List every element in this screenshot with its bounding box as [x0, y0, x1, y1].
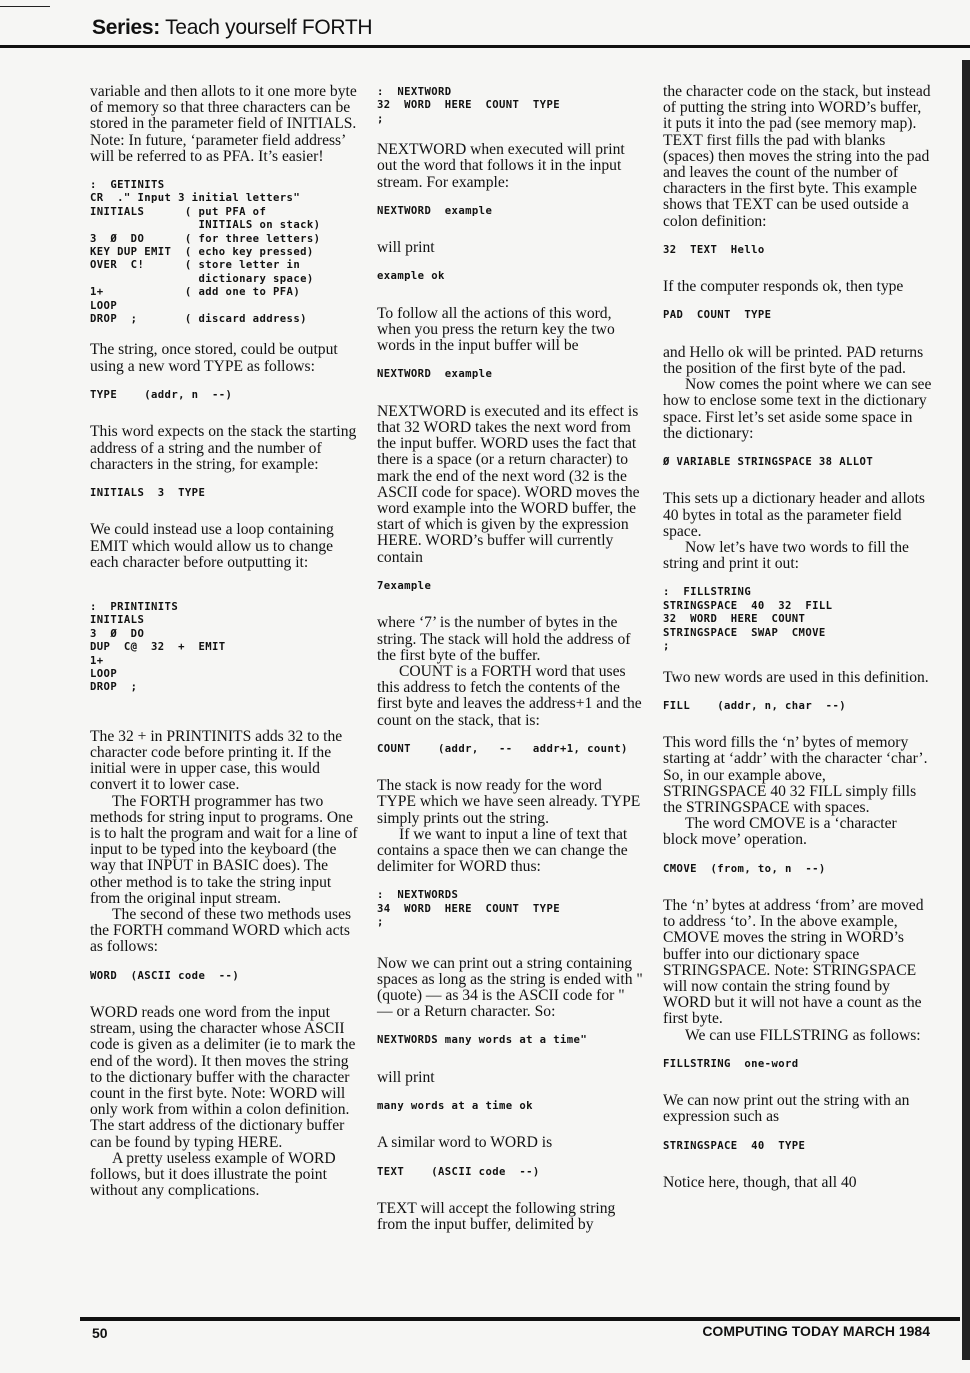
code-pad-count-type: PAD COUNT TYPE: [663, 309, 772, 322]
page-header: [92, 16, 372, 40]
paragraph: We can use FILLSTRING as follows:: [685, 1026, 921, 1044]
code-fillstring-example: FILLSTRING one-word: [663, 1057, 799, 1070]
code-many-words-ok: many words at a time ok: [377, 1099, 533, 1112]
code-cmove-stack: CMOVE (from, to, n --): [663, 862, 826, 875]
code-initials-type: INITIALS 3 TYPE: [90, 486, 206, 499]
column-2: [377, 86, 643, 1247]
series-label: Series:: [92, 16, 160, 39]
code-nextword-example-2: NEXTWORD example: [377, 368, 493, 381]
paragraph: We can now print out the string with an expression such as: [663, 1092, 910, 1126]
footer-rule: [80, 1317, 960, 1321]
paragraph: and Hello ok will be printed. PAD returns the position of the first byte of the pad.: [663, 343, 924, 378]
code-word-stack: WORD (ASCII code --): [90, 969, 240, 982]
code-stringspace-type: STRINGSPACE 40 TYPE: [663, 1139, 806, 1152]
code-text-hello: 32 TEXT Hello: [663, 243, 765, 256]
paragraph: If the computer responds ok, then type: [663, 278, 904, 296]
paragraph: A similar word to WORD is: [377, 1134, 553, 1152]
paragraph: The FORTH programmer has two methods for string input to programs. One is to halt the program and wait for a line of input to be typed into the keyboard (the way that INPUT in BASIC does). The other method is to take the string input from the original input stream.: [90, 792, 358, 907]
paragraph: We could instead use a loop containing EMIT which would allow us to change each character before outputting it:: [90, 521, 334, 571]
code-count-stack: COUNT (addr, -- addr+1, count): [377, 742, 628, 755]
code-text-stack: TEXT (ASCII code --): [377, 1165, 540, 1178]
code-7example: 7example: [377, 579, 432, 592]
article-title: Teach yourself FORTH: [165, 16, 373, 39]
paragraph: The 32 + in PRINTINITS adds 32 to the character code before printing it. If the initial were in upper case, this would convert it to lower case.: [90, 727, 343, 794]
paragraph: The string, once stored, could be output using a new word TYPE as follows:: [90, 341, 338, 375]
code-listing-fillstring: : FILLSTRING STRINGSPACE 40 32 FILL 32 WORD HERE COUNT STRINGSPACE SWAP CMOVE ;: [663, 586, 833, 653]
paragraph: variable and then allots to it one more byte of memory so that three characters can be stored in the parameter field of INITIALS. Note: In future, ‘parameter field address’ will be referred to as PFA. It’s easier!: [90, 83, 357, 165]
corner-mark: [0, 6, 50, 7]
page-edge-bar: [962, 60, 970, 1360]
paragraph: Now comes the point where we can see how to enclose some text in the dictionary space. First let’s set aside some space in the dictionary:: [663, 376, 932, 442]
magazine-issue: COMPUTING TODAY MARCH 1984: [702, 1323, 930, 1339]
paragraph: Now let’s have two words to fill the string and print it out:: [663, 539, 909, 573]
paragraph: NEXTWORD is executed and its effect is that 32 WORD takes the next word from the input buffer. WORD uses the fact that there is a space (or a return character) to mark the end of the next word (32 is the ASCII code for space). WORD moves the word example into the WORD buffer, the start of which is given by the expression HERE. WORD’s buffer will currently contain: [377, 402, 640, 566]
column-1: [90, 84, 358, 1213]
paragraph: This word fills the ‘n’ bytes of memory starting at ‘addr’ with the character ‘char’. So, in our example above, STRINGSPACE 40 32 FILL simply fills the STRINGSPACE with spaces.: [663, 734, 928, 816]
paragraph: The ‘n’ bytes at address ‘from’ are moved to address ‘to’. In the above example, CMOVE moves the string in WORD’s buffer into our dictionary space STRINGSPACE. Note: STRINGSPACE will now contain the string found by WORD but it will not have a count as the first byte.: [663, 896, 924, 1028]
paragraph: NEXTWORD when executed will print out the word that follows it in the input stream. For example:: [377, 141, 625, 191]
code-type-stack: TYPE (addr, n --): [90, 388, 233, 401]
paragraph: A pretty useless example of WORD follows, but it does illustrate the point without any complications.: [90, 1149, 336, 1200]
paragraph: where ‘7’ is the number of bytes in the string. The stack will hold the address of the first byte of the buffer.: [377, 614, 631, 664]
header-rule: [0, 45, 970, 48]
paragraph: the character code on the stack, but instead of putting the string into WORD’s buffer, it puts it into the pad (see memory map). TEXT first fills the pad with blanks (spaces) then moves the string into the pad and leaves the count of the number of characters in the first byte. This example shows that TEXT can be used outside a colon definition:: [663, 83, 931, 230]
code-variable-stringspace: Ø VARIABLE STRINGSPACE 38 ALLOT: [663, 456, 874, 469]
page-number: 50: [92, 1325, 108, 1341]
paragraph: This word expects on the stack the starting address of a string and the number of characters in the string, for example:: [90, 423, 357, 473]
paragraph: To follow all the actions of this word, when you press the return key the two words in the input buffer will be: [377, 304, 615, 355]
paragraph: COUNT is a FORTH word that uses this address to fetch the contents of the first byte and leaves the address+1 and the count on the stack, that is:: [377, 662, 642, 729]
paragraph: Notice here, though, that all 40: [663, 1174, 857, 1191]
paragraph: The second of these two methods uses the FORTH command WORD which acts as follows:: [90, 906, 352, 956]
column-3: [663, 84, 933, 1205]
code-listing-nextword: : NEXTWORD 32 WORD HERE COUNT TYPE ;: [377, 86, 561, 125]
paragraph: The word CMOVE is a ‘character block move’ operation.: [663, 815, 897, 849]
paragraph: Now we can print out a string containing spaces as long as the string is ended with " (quote) — as 34 is the ASCII code for " — or a Return character. So:: [377, 954, 643, 1021]
code-listing-nextwords: : NEXTWORDS 34 WORD HERE COUNT TYPE ;: [377, 889, 561, 929]
code-fill-stack: FILL (addr, n, char --): [663, 699, 847, 712]
code-listing-getinits: : GETINITS CR ." Input 3 initial letters" INITIALS ( put PFA of INITIALS on stack) 3 Ø DO ( for three letters) KEY DUP EMIT ( echo key pressed) OVER C! ( store letter in dictionary space) 1+ ( add one to PFA) LOOP DROP ; ( discard address): [90, 179, 321, 326]
paragraph: will print: [377, 239, 435, 257]
code-nextword-example: NEXTWORD example: [377, 204, 493, 217]
paragraph: Two new words are used in this definition.: [663, 668, 929, 686]
paragraph: This sets up a dictionary header and allots 40 bytes in total as the parameter field space.: [663, 490, 925, 540]
paragraph: TEXT will accept the following string from the input buffer, delimited by: [377, 1200, 616, 1234]
paragraph: will print: [377, 1068, 435, 1086]
paragraph: WORD reads one word from the input stream, using the character whose ASCII code is given as a delimiter (ie to mark the end of the word). It then moves the string to the dictionary buffer with the character count in the first byte. Note: WORD will only work from within a colon definition. The start address of the dictionary buffer can be found by typing HERE.: [90, 1004, 356, 1151]
code-example-ok: example ok: [377, 270, 445, 283]
code-listing-printinits: : PRINTINITS INITIALS 3 Ø DO DUP C@ 32 + EMIT 1+ LOOP DROP ;: [90, 600, 226, 694]
code-nextwords-example: NEXTWORDS many words at a time": [377, 1034, 588, 1047]
paragraph: If we want to input a line of text that contains a space then we can change the delimiter for WORD thus:: [377, 825, 628, 876]
paragraph: The stack is now ready for the word TYPE which we have seen already. TYPE simply prints out the string.: [377, 777, 641, 827]
